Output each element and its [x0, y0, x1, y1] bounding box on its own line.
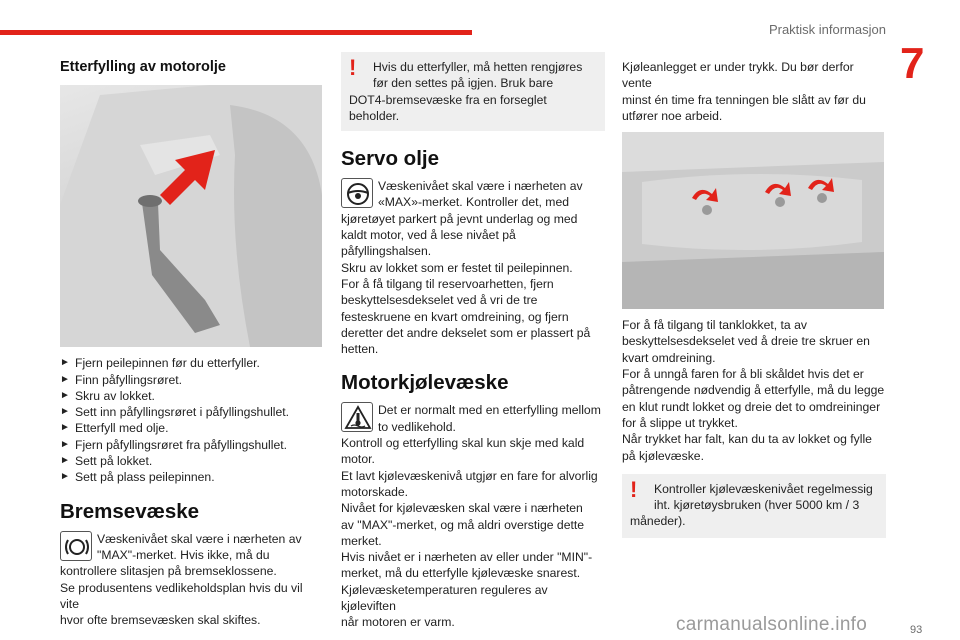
text-line: Væskenivået skal være i nærheten av — [378, 179, 583, 194]
text-line: Se produsentens vedlikeholdsplan hvis du vil vite — [60, 580, 303, 611]
servo-oil-text — [341, 178, 605, 357]
text-line: Væskenivået skal være i nærheten av — [97, 531, 302, 546]
list-item: ► Fjern påfyllingsrøret fra påfyllingshullet. — [60, 437, 322, 453]
text-line: utfører noe arbeid. — [622, 108, 723, 123]
list-item: ► Sett på lokket. — [60, 453, 322, 469]
text-line: deretter det andre dekselet som er plassert på — [341, 325, 591, 340]
text-line: DOT4-bremsevæske fra en forseglet — [349, 92, 547, 107]
text-line: merket. — [341, 533, 382, 548]
list-item: ► Skru av lokket. — [60, 388, 322, 404]
text-line: Et lavt kjølevæskenivå utgjør en fare for alvorlig — [341, 468, 598, 483]
warning-icon: ! — [630, 476, 638, 502]
coolant-cap-illustration — [622, 132, 884, 309]
brake-warning-icon — [60, 531, 92, 561]
text-line: «MAX»-merket. Kontroller det, med — [378, 195, 570, 210]
text-line: kjøretøyet parkert på jevnt underlag og med — [341, 211, 578, 226]
list-item: ► Sett på plass peilepinnen. — [60, 469, 322, 485]
oil-filler-illustration — [60, 85, 322, 347]
text-line: Skru av lokket som er festet til peilepinnen. — [341, 260, 573, 275]
text-line: når motoren er varm. — [341, 615, 455, 630]
text-line: For å få tilgang til reservoarhetten, fjern — [341, 276, 554, 291]
brake-fluid-warning-box — [341, 52, 605, 131]
text-line: kvart omdreining. — [622, 350, 716, 365]
text-line: hetten. — [341, 342, 379, 357]
text-line: beskyttelsesdekselet ved å dreie tre skruer en — [622, 334, 870, 349]
coolant-heading: Motorkjølevæske — [341, 371, 509, 395]
text-line: iht. kjøretøysbruken (hver 5000 km / 3 — [654, 498, 860, 513]
text-line: beholder. — [349, 108, 400, 123]
text-line: påfyllingshalsen. — [341, 244, 432, 259]
text-line: for å slippe ut trykket. — [622, 415, 738, 430]
oil-refill-heading: Etterfylling av motorolje — [60, 59, 226, 75]
coolant-text — [341, 402, 605, 630]
text-line: Hvis du etterfyller, må hetten rengjøres — [373, 60, 583, 74]
text-line: kontrollere slitasjen på bremseklossene. — [60, 564, 277, 579]
list-item: ► Etterfyll med olje. — [60, 420, 322, 436]
text-line: festeskruene en kvart omdreining, og fjern — [341, 309, 569, 324]
text-line: av "MAX"-merket, og må aldri overstige dette — [341, 517, 585, 532]
coolant-cap-photo — [622, 132, 884, 309]
text-line: på kjølevæske. — [622, 448, 704, 463]
text-line: Det er normalt med en etterfylling mellom — [378, 403, 601, 418]
text-line: Hvis nivået er i nærheten av eller under "MIN"- — [341, 550, 593, 565]
text-line: beskyttelsesdekselet ved å vri de tre — [341, 293, 538, 308]
coolant-temperature-icon — [341, 402, 373, 432]
text-line: For å unngå faren for å bli skåldet hvis det er — [622, 367, 864, 382]
text-line: Kontroll og etterfylling skal kun skje med kald — [341, 436, 585, 451]
text-line: "MAX"-merket. Hvis ikke, må du — [97, 547, 270, 562]
text-line: Kjøleanlegget er under trykk. Du bør derfor vente — [622, 60, 854, 91]
text-line: Kontroller kjølevæskenivået regelmessig — [654, 481, 873, 496]
brake-fluid-text — [60, 531, 322, 629]
watermark: carmanualsonline.info — [676, 614, 868, 635]
text-line: Når trykket har falt, kan du ta av lokket og fylle — [622, 432, 872, 447]
brake-fluid-heading: Bremsevæske — [60, 499, 200, 523]
list-item: ► Finn påfyllingsrøret. — [60, 372, 322, 388]
warning-icon: ! — [349, 55, 357, 80]
column-1 — [60, 52, 322, 628]
text-line: påtrengende nødvendig å etterfylle, må du legge — [622, 383, 885, 398]
text-line: to vedlikehold. — [378, 419, 456, 434]
text-line: motorskade. — [341, 484, 409, 499]
text-line: Nivået for kjølevæsken skal være i nærheten — [341, 501, 583, 516]
column-2 — [341, 52, 605, 631]
text-line: motor. — [341, 452, 375, 467]
text-line: en klut rundt lokket og dreie det to omdreininger — [622, 399, 881, 414]
text-line: merket, må du etterfylle kjølevæske snarest. — [341, 566, 581, 581]
steering-wheel-icon — [341, 178, 373, 208]
page-number: 93 — [910, 624, 923, 636]
servo-oil-heading: Servo olje — [341, 147, 439, 171]
text-line: hvor ofte bremsevæsken skal skiftes. — [60, 613, 261, 628]
chapter-number: 7 — [900, 39, 925, 88]
oil-filler-photo — [60, 85, 322, 347]
text-line: For å få tilgang til tanklokket, ta av — [622, 318, 807, 333]
top-accent-bar — [0, 30, 472, 35]
section-title: Praktisk informasjon — [768, 22, 886, 37]
oil-refill-steps — [60, 355, 322, 485]
list-item: ► Fjern peilepinnen før du etterfyller. — [60, 355, 322, 371]
coolant-warning-box — [622, 474, 886, 538]
column-3 — [622, 52, 886, 538]
text-line: før den settes på igjen. Bruk bare — [373, 76, 554, 91]
text-line: kaldt motor, ved å lese nivået på — [341, 228, 516, 243]
text-line: Kjølevæsketemperaturen reguleres av kjøleviften — [341, 582, 548, 614]
text-line: minst én time fra tenningen ble slått av før du — [622, 92, 866, 107]
coolant-cap-instructions — [622, 317, 886, 464]
list-item: ► Sett inn påfyllingsrøret i påfyllingshullet. — [60, 404, 322, 420]
text-line: måneder). — [630, 514, 686, 529]
